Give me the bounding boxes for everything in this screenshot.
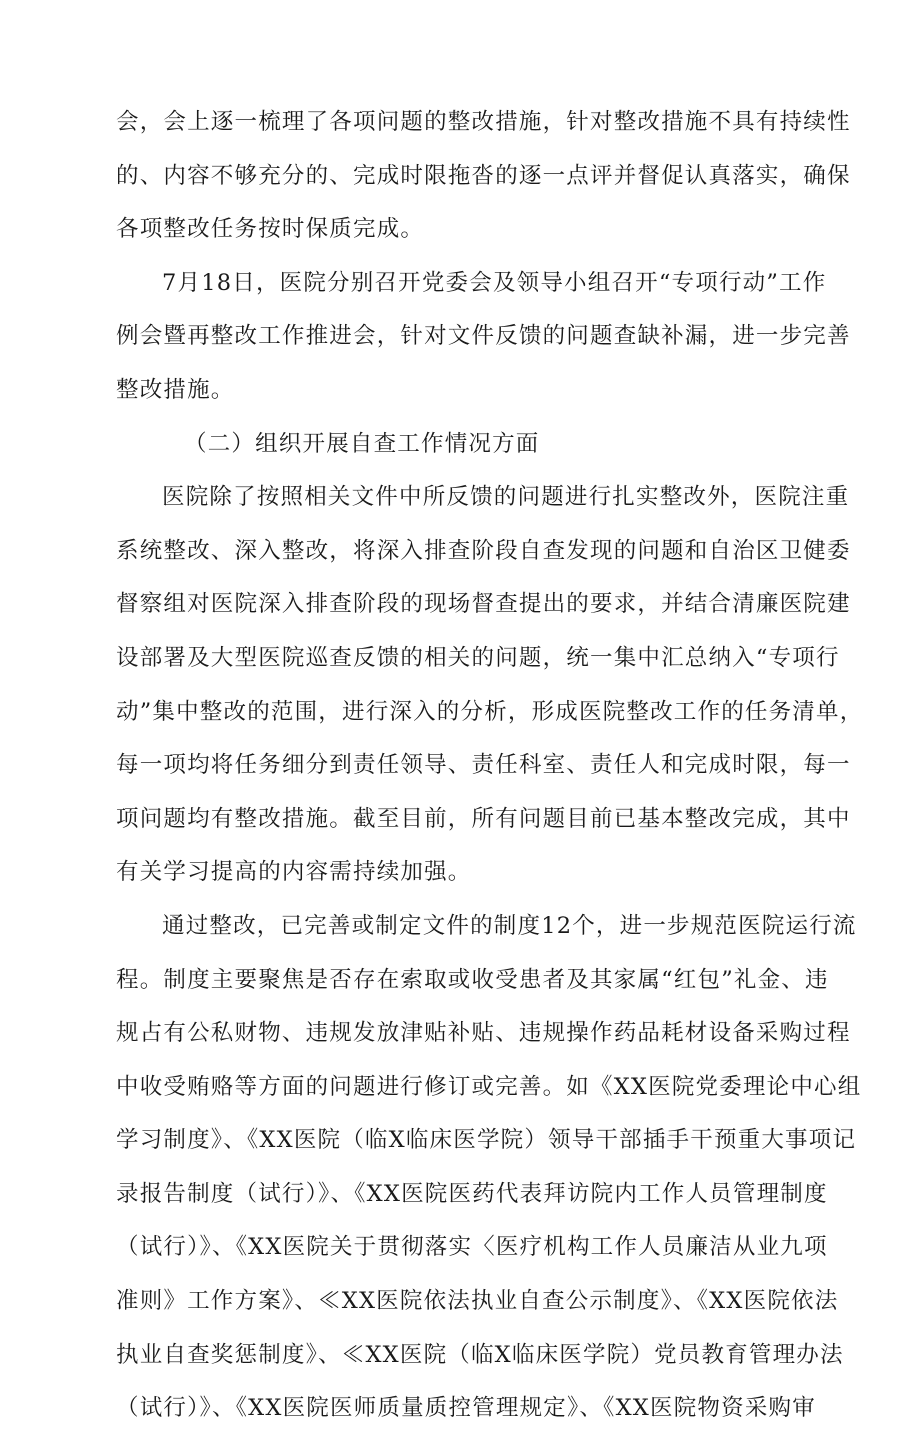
paragraph-line: 规占有公私财物、违规发放津贴补贴、违规操作药品耗材设备采购过程 <box>116 1020 851 1047</box>
paragraph-line: 医院除了按照相关文件中所反馈的问题进行扎实整改外，医院注重 <box>162 484 850 511</box>
paragraph-line: 程。制度主要聚焦是否存在索取或收受患者及其家属“红包”礼金、违 <box>116 966 829 993</box>
paragraph-line: 通过整改，已完善或制定文件的制度12个，进一步规范医院运行流 <box>162 912 857 939</box>
section-heading: （二）组织开展自查工作情况方面 <box>184 430 540 457</box>
paragraph-line: 中收受贿赂等方面的问题进行修订或完善。如《XX医院党委理论中心组 <box>116 1073 862 1100</box>
paragraph-line: 的、内容不够充分的、完成时限拖沓的逐一点评并督促认真落实，确保 <box>116 162 851 189</box>
paragraph-line: 设部署及大型医院巡查反馈的相关的问题，统一集中汇总纳入“专项行 <box>116 644 840 671</box>
paragraph-line: 系统整改、深入整改，将深入排查阶段自查发现的问题和自治区卫健委 <box>116 537 851 564</box>
paragraph-line: （试行）》、《XX医院关于贯彻落实〈医疗机构工作人员廉洁从业九项 <box>116 1234 828 1261</box>
paragraph-line: 督察组对医院深入排查阶段的现场督查提出的要求，并结合清廉医院建 <box>116 591 851 618</box>
paragraph-line: 执业自查奖惩制度》、≪XX医院（临X临床医学院）党员教育管理办法 <box>116 1341 844 1368</box>
paragraph-line: 项问题均有整改措施。截至目前，所有问题目前已基本整改完成，其中 <box>116 805 851 832</box>
paragraph-line: 动”集中整改的范围，进行深入的分析，形成医院整改工作的任务清单， <box>116 698 864 725</box>
paragraph-line: （试行）》、《XX医院医师质量质控管理规定》、《XX医院物资采购审 <box>116 1395 816 1422</box>
paragraph-line: 每一项均将任务细分到责任领导、责任科室、责任人和完成时限，每一 <box>116 752 851 779</box>
paragraph-line: 学习制度》、《XX医院（临X临床医学院）领导干部插手干预重大事项记 <box>116 1127 857 1154</box>
document-body <box>116 96 864 1436</box>
paragraph-line: 录报告制度（试行）》、《XX医院医药代表拜访院内工作人员管理制度 <box>116 1180 828 1207</box>
paragraph-line: 例会暨再整改工作推进会，针对文件反馈的问题查缺补漏，进一步完善 <box>116 323 851 350</box>
paragraph-line: 各项整改任务按时保质完成。 <box>116 216 425 243</box>
paragraph-line: 7月18日，医院分别召开党委会及领导小组召开“专项行动”工作 <box>162 269 827 296</box>
paragraph-line: 有关学习提高的内容需持续加强。 <box>116 859 472 886</box>
paragraph-line: 整改措施。 <box>116 376 235 403</box>
paragraph-line: 会，会上逐一梳理了各项问题的整改措施，针对整改措施不具有持续性 <box>116 109 851 135</box>
paragraph-line: 准则》工作方案》、≪XX医院依法执业自查公示制度》、《XX医院依法 <box>116 1288 839 1315</box>
